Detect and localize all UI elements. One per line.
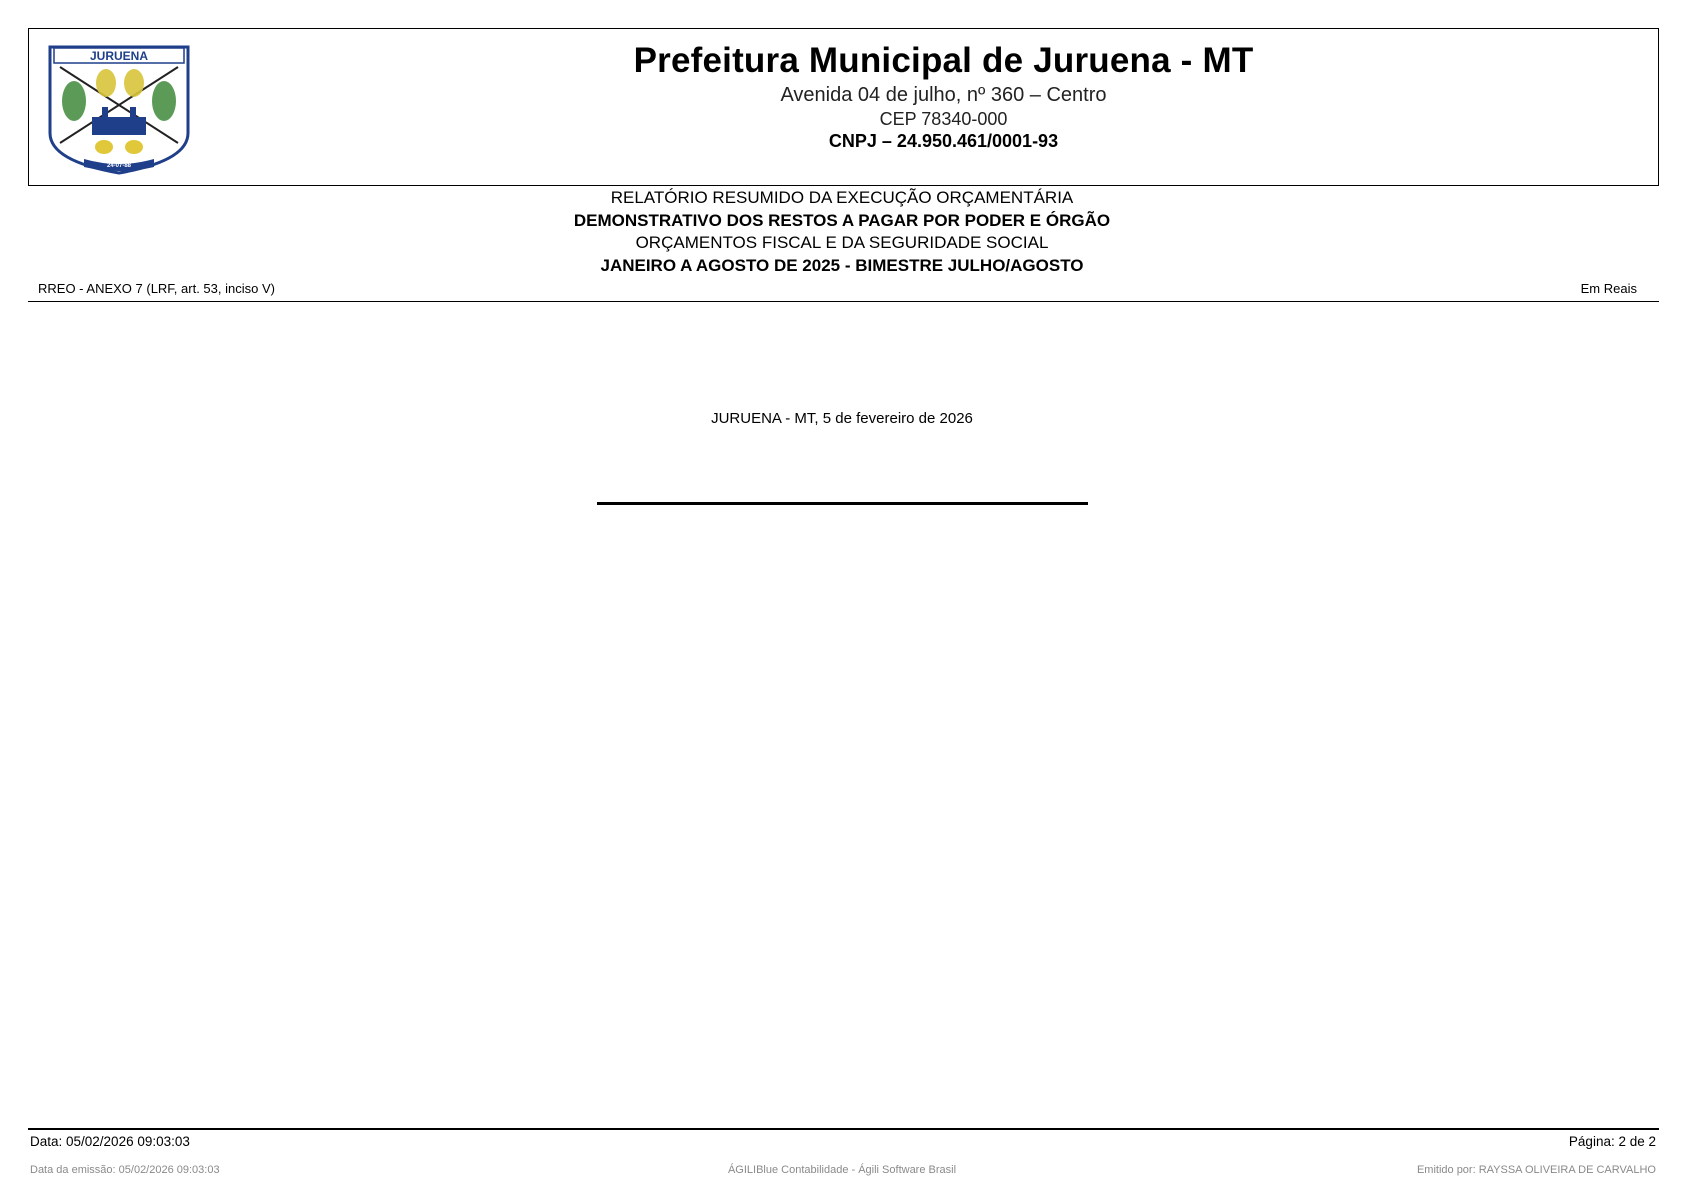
currency-unit: Em Reais — [1580, 281, 1637, 296]
svg-text:24-07-88: 24-07-88 — [106, 163, 132, 169]
emission-date: Data da emissão: 05/02/2026 09:03:03 — [30, 1164, 220, 1176]
report-title-line-1: RELATÓRIO RESUMIDO DA EXECUÇÃO ORÇAMENTÁRIA — [610, 188, 1074, 207]
annex-row — [28, 280, 1659, 302]
report-period: JANEIRO A AGOSTO DE 2025 - BIMESTRE JULHO/AGOSTO — [600, 255, 1084, 275]
signature-line — [597, 502, 1088, 505]
report-title-line-2: DEMONSTRATIVO DOS RESTOS A PAGAR POR PODER E ÓRGÃO — [573, 210, 1111, 230]
organization-info — [229, 39, 1658, 152]
organization-cep: CEP 78340-000 — [879, 109, 1008, 129]
organization-title: Prefeitura Municipal de Juruena - MT — [633, 41, 1254, 80]
annex-reference: RREO - ANEXO 7 (LRF, art. 53, inciso V) — [38, 281, 275, 296]
organization-address: Avenida 04 de julho, nº 360 – Centro — [780, 84, 1107, 106]
software-credit: ÁGILIBlue Contabilidade - Ágili Software Brasil — [727, 1164, 957, 1176]
report-title-block — [0, 187, 1684, 277]
issued-by: Emitido por: RAYSSA OLIVEIRA DE CARVALHO — [1416, 1164, 1656, 1176]
footer-divider — [28, 1128, 1659, 1130]
report-title-line-3: ORÇAMENTOS FISCAL E DA SEGURIDADE SOCIAL — [635, 233, 1049, 252]
place-date: JURUENA - MT, 5 de fevereiro de 2026 — [711, 410, 973, 427]
page-number: Página: 2 de 2 — [1568, 1134, 1656, 1149]
organization-cnpj: CNPJ – 24.950.461/0001-93 — [828, 131, 1059, 151]
letterhead — [28, 28, 1659, 186]
footer-date: Data: 05/02/2026 09:03:03 — [30, 1134, 190, 1149]
municipal-crest-logo — [44, 43, 194, 175]
svg-text:JURUENA: JURUENA — [89, 49, 149, 63]
